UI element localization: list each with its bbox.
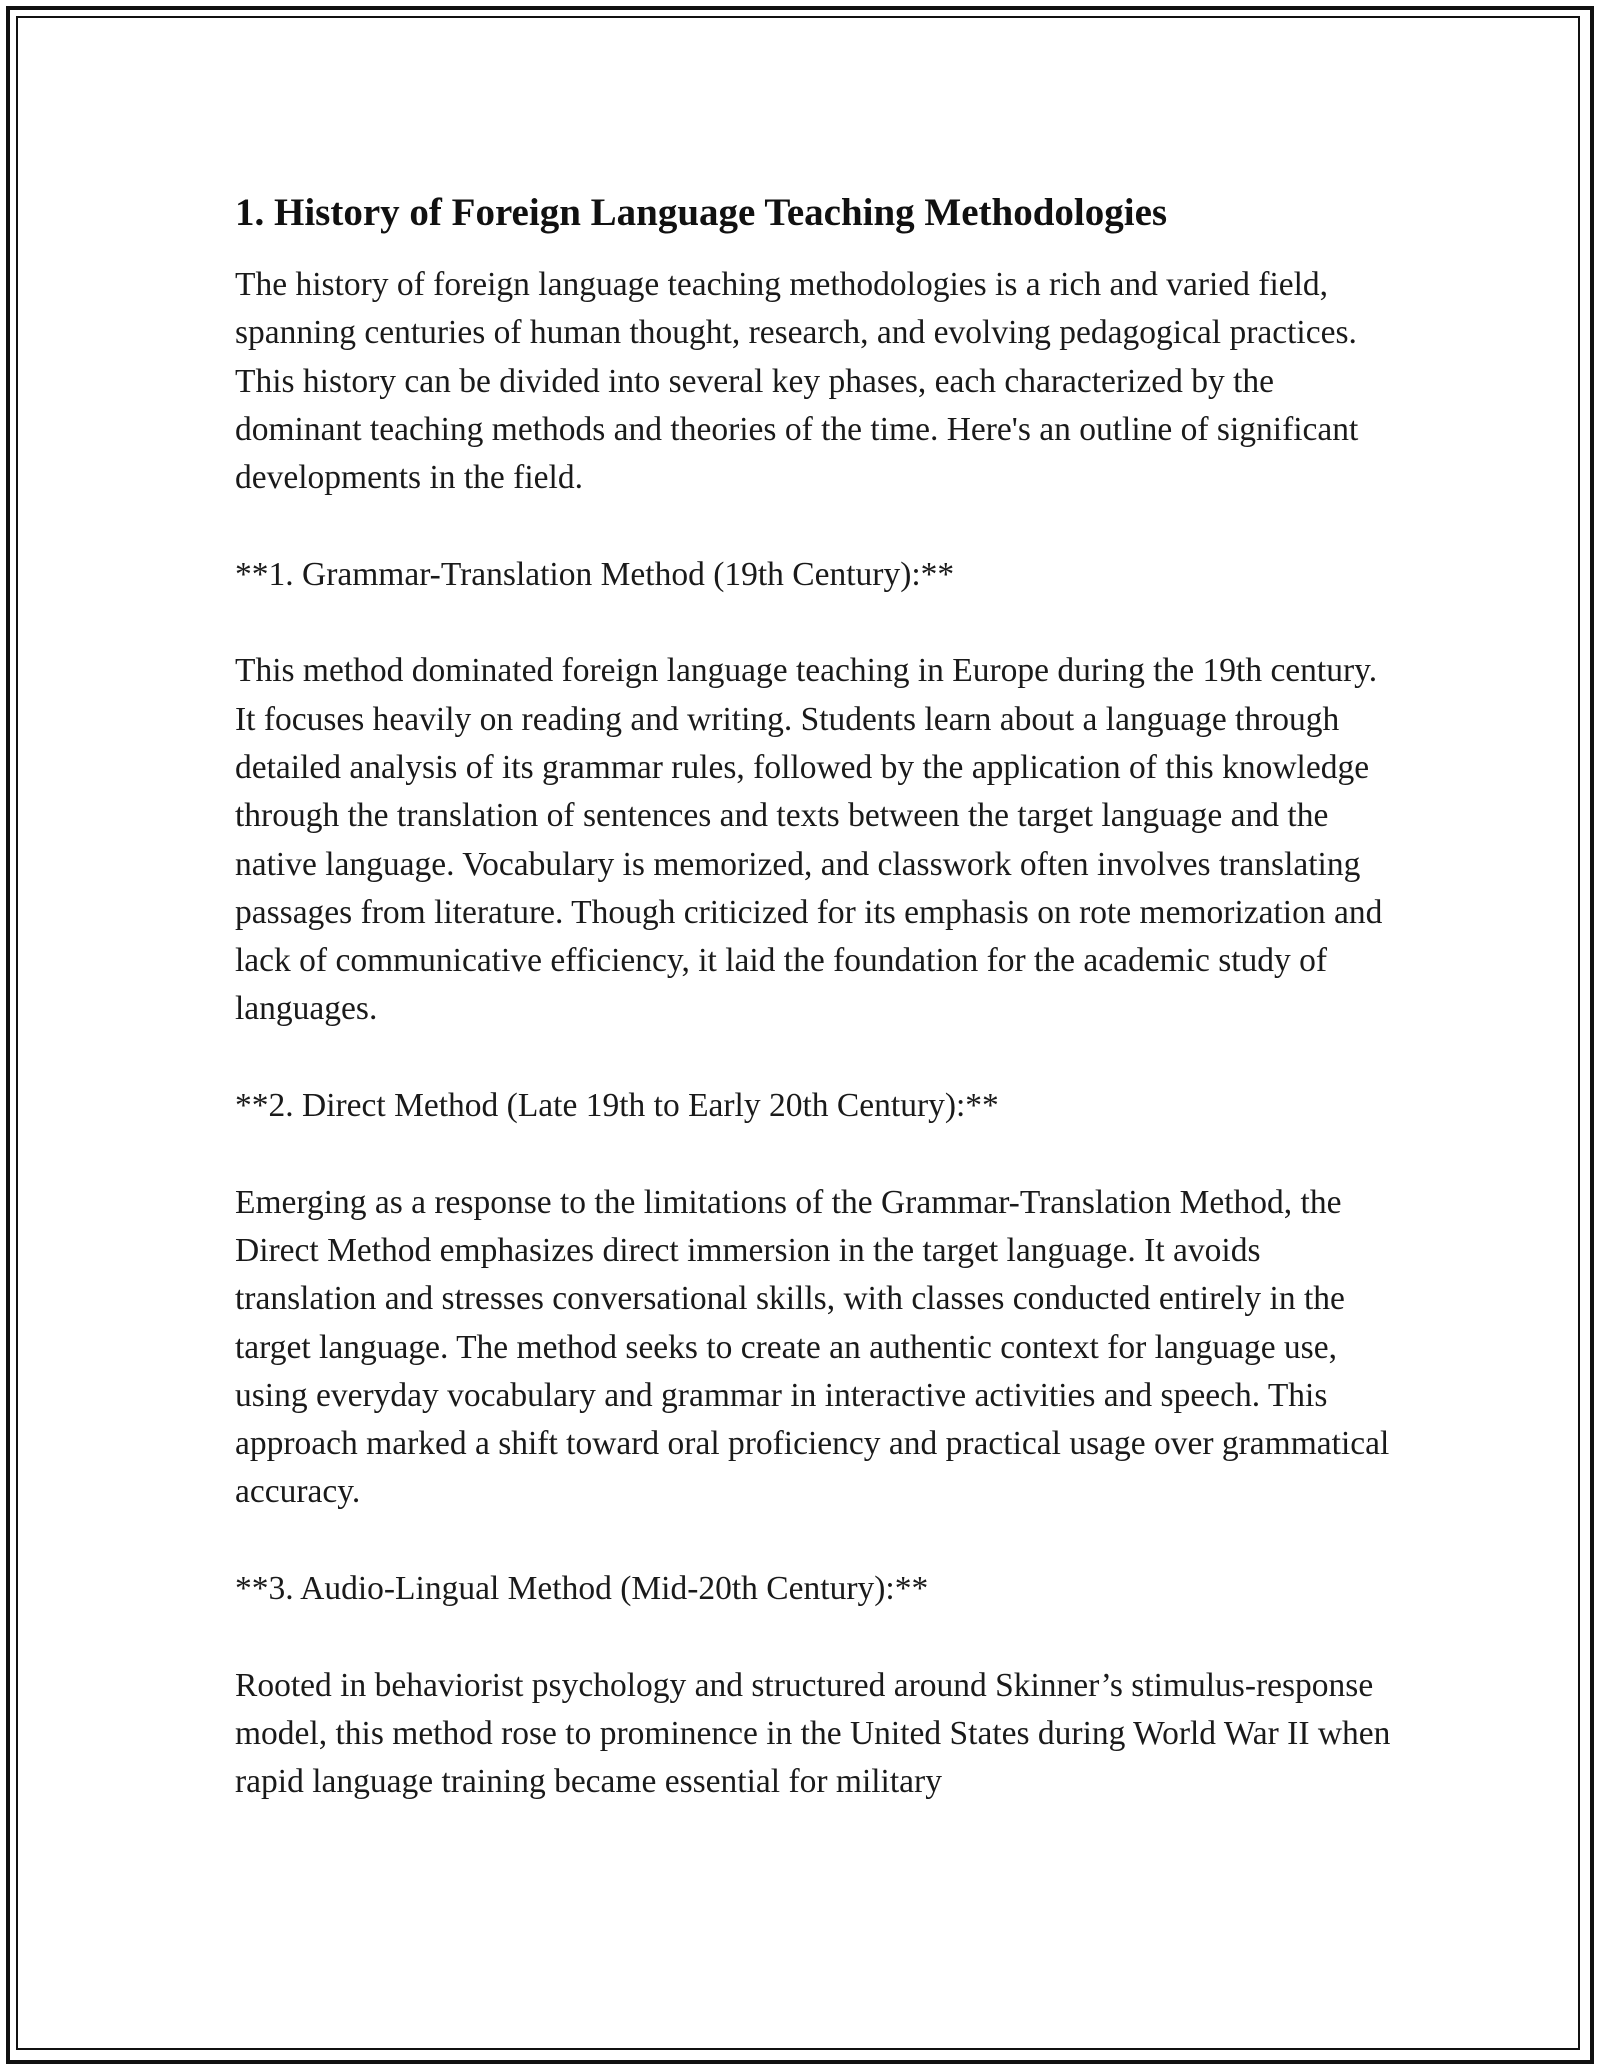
paragraph-grammar-translation: This method dominated foreign language teaching in Europe during the 19th century. It focuses heavily on reading and writing. Students learn about a language through detailed analysis of its grammar rules, followed by the application of this knowledge through the translation of sentences and texts between the target language and the native language. Vocabulary is memorized, and classwork often involves translating passages from literature. Though criticized for its emphasis on rote memorization and lack of communicative efficiency, it laid the foundation for the academic study of languages. (235, 652, 1383, 1028)
section-heading-grammar-translation: **1. Grammar-Translation Method (19th Century):** (235, 555, 955, 593)
section-heading-audio-lingual: **3. Audio-Lingual Method (Mid-20th Century):** (235, 1570, 929, 1608)
paragraph-direct-method: Emerging as a response to the limitations of the Grammar-Translation Method, the Direct Method emphasizes direct immersion in the target language. It avoids translation and stresses conversational skills, with classes conducted entirely in the target language. The method seeks to create an authentic context for language use, using everyday vocabulary and grammar in interactive activities and speech. This approach marked a shift toward oral proficiency and practical usage over grammatical accuracy. (235, 1183, 1390, 1511)
document-body (235, 187, 1395, 1855)
section-heading-direct-method: **2. Direct Method (Late 19th to Early 20th Century):** (235, 1087, 999, 1125)
intro-paragraph: The history of foreign language teaching methodologies is a rich and varied field, spanning centuries of human thought, research, and evolving pedagogical practices. This history can be divided into several key phases, each characterized by the dominant teaching methods and theories of the time. Here's an outline of significant developments in the field. (235, 266, 1359, 497)
paragraph-audio-lingual: Rooted in behaviorist psychology and structured around Skinner’s stimulus-response model, this method rose to prominence in the United States during World War II when rapid language training became essential for military (235, 1666, 1391, 1801)
document-title: 1. History of Foreign Language Teaching Methodologies (235, 191, 1168, 234)
